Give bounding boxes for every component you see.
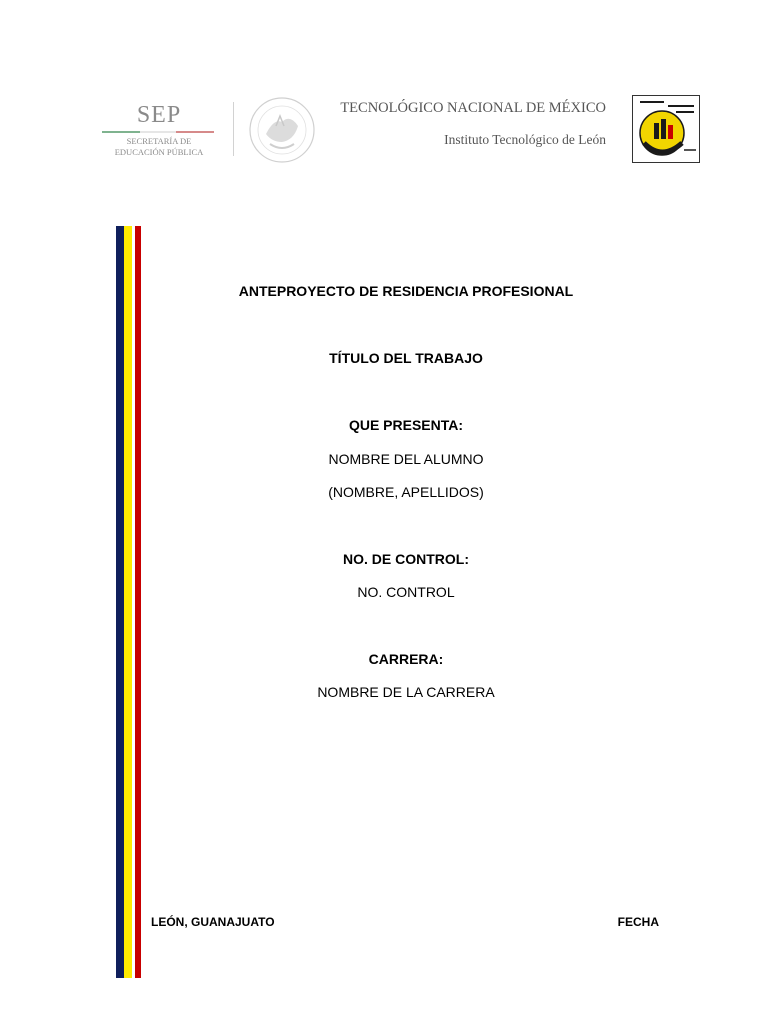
career-value: NOMBRE DE LA CARRERA <box>317 684 495 700</box>
presenter-label: QUE PRESENTA: <box>348 417 464 433</box>
control-label: NO. DE CONTROL: <box>343 551 469 567</box>
sep-logo-line2: EDUCACIÓN PÚBLICA <box>114 147 204 157</box>
student-name-hint: (NOMBRE, APELLIDOS) <box>328 484 484 500</box>
institution-name: TECNOLÓGICO NACIONAL DE MÉXICO <box>340 100 606 116</box>
sep-logo <box>98 98 220 164</box>
control-value: NO. CONTROL <box>357 584 455 600</box>
stripe-yellow <box>124 226 132 978</box>
work-title: TÍTULO DEL TRABAJO <box>329 350 483 366</box>
student-name: NOMBRE DEL ALUMNO <box>328 451 484 467</box>
career-label: CARRERA: <box>368 651 444 667</box>
stripe-red <box>135 226 141 978</box>
mexico-seal-icon <box>246 96 318 164</box>
stripe-gap <box>132 226 134 978</box>
footer-date: FECHA <box>617 915 659 929</box>
header-divider <box>233 102 234 156</box>
itl-logo-icon <box>632 95 700 163</box>
campus-name: Instituto Tecnológico de León <box>444 132 606 147</box>
sep-logo-line1: SECRETARÍA DE <box>126 136 192 146</box>
footer-location: LEÓN, GUANAJUATO <box>151 915 275 929</box>
sep-logo-title: SEP <box>136 102 182 128</box>
sep-logo-rule <box>102 131 214 133</box>
stripe-blue <box>116 226 124 978</box>
document-heading: ANTEPROYECTO DE RESIDENCIA PROFESIONAL <box>238 283 574 299</box>
